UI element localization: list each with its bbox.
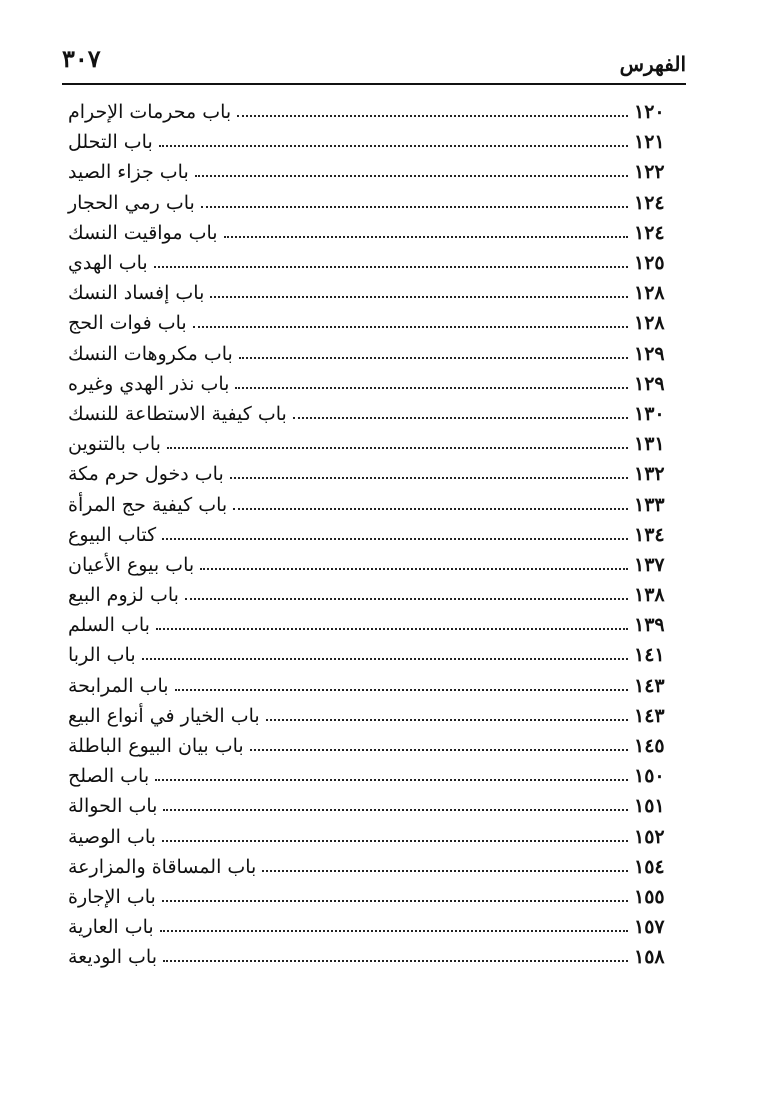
- toc-dot-leader: [160, 930, 628, 932]
- toc-entry-page-number: ١٥٨: [634, 946, 665, 969]
- toc-entry-page-number: ١٤٣: [634, 674, 665, 697]
- toc-entry-page-number: ١٢٩: [634, 372, 665, 395]
- toc-entry: [62, 761, 686, 791]
- toc-entry-title: باب السلم: [68, 614, 150, 637]
- toc-entry-title: باب جزاء الصيد: [68, 161, 189, 184]
- toc-entry: [62, 852, 686, 882]
- toc-entry: [62, 459, 686, 489]
- toc-entry: [62, 429, 686, 459]
- toc-entry-title: باب إفساد النسك: [68, 282, 205, 305]
- toc-dot-leader: [162, 538, 628, 540]
- toc-dot-leader: [159, 145, 628, 147]
- toc-entry-page-number: ١٣٠: [634, 402, 665, 425]
- toc-entry-title: باب لزوم البيع: [68, 584, 179, 607]
- toc-entry: [62, 188, 686, 218]
- toc-entry: [62, 671, 686, 701]
- toc-dot-leader: [185, 598, 628, 600]
- toc-entry-title: باب كيفية الاستطاعة للنسك: [68, 402, 287, 425]
- toc-entry-title: باب المرابحة: [68, 674, 169, 697]
- toc-entry-page-number: ١٢١: [634, 131, 665, 154]
- toc-dot-leader: [233, 508, 628, 510]
- toc-entry-page-number: ١٥١: [634, 795, 665, 818]
- toc-dot-leader: [162, 900, 628, 902]
- toc-dot-leader: [230, 477, 628, 479]
- toc-dot-leader: [162, 840, 628, 842]
- toc-entry: [62, 912, 686, 942]
- toc-entry: [62, 822, 686, 852]
- toc-entry-page-number: ١٢٨: [634, 282, 665, 305]
- toc-dot-leader: [155, 779, 628, 781]
- toc-entry-title: باب الصلح: [68, 765, 150, 788]
- toc-entry-page-number: ١٢٤: [634, 191, 665, 214]
- toc-dot-leader: [193, 326, 628, 328]
- toc-entry: [62, 550, 686, 580]
- toc-dot-leader: [266, 719, 628, 721]
- toc-entry-title: باب الوديعة: [68, 946, 157, 969]
- toc-entry-title: باب الخيار في أنواع البيع: [68, 704, 260, 727]
- toc-dot-leader: [195, 175, 628, 177]
- toc-entry-page-number: ١٣٧: [634, 553, 665, 576]
- toc-entry-page-number: ١٢٠: [634, 101, 665, 124]
- toc-dot-leader: [142, 658, 628, 660]
- toc-entry-page-number: ١٣٣: [634, 493, 665, 516]
- toc-entry-page-number: ١٥٥: [634, 885, 665, 908]
- toc-entry-title: باب دخول حرم مكة: [68, 463, 224, 486]
- toc-entry: [62, 731, 686, 761]
- toc-entry-page-number: ١٣٤: [634, 523, 665, 546]
- toc-entry-title: باب فوات الحج: [68, 312, 187, 335]
- toc-dot-leader: [154, 266, 628, 268]
- page-title: الفهرس: [619, 52, 686, 76]
- toc-entry: [62, 520, 686, 550]
- toc-entry-title: باب نذر الهدي وغيره: [68, 372, 230, 395]
- toc-entry-page-number: ١٥٢: [634, 825, 665, 848]
- toc-entry-page-number: ١٥٧: [634, 916, 665, 939]
- toc-entry: [62, 399, 686, 429]
- toc-entry-title: باب الهدي: [68, 252, 148, 275]
- toc-entry-title: باب رمي الحجار: [68, 191, 195, 214]
- toc-entry-page-number: ١٢٥: [634, 252, 665, 275]
- toc-dot-leader: [293, 417, 628, 419]
- toc-dot-leader: [210, 296, 628, 298]
- toc-entry-page-number: ١٢٨: [634, 312, 665, 335]
- toc-entry: [62, 339, 686, 369]
- toc-entry: [62, 218, 686, 248]
- toc-entry-title: باب مواقيت النسك: [68, 221, 218, 244]
- toc-entry-page-number: ١٣٨: [634, 584, 665, 607]
- toc-entry-page-number: ١٥٠: [634, 765, 665, 788]
- toc-dot-leader: [163, 960, 628, 962]
- toc-entry-title: باب بالتنوين: [68, 433, 161, 456]
- toc-dot-leader: [237, 115, 628, 117]
- toc-entry-title: باب محرمات الإحرام: [68, 101, 232, 124]
- toc-entry-page-number: ١٣٩: [634, 614, 665, 637]
- toc-entry-page-number: ١٥٤: [634, 855, 665, 878]
- toc-entry: [62, 882, 686, 912]
- page-number: ٣٠٧: [62, 44, 101, 73]
- header-divider: [62, 83, 686, 85]
- toc-entry: [62, 942, 686, 972]
- toc-entry-title: باب بيان البيوع الباطلة: [68, 735, 244, 758]
- toc-dot-leader: [201, 206, 628, 208]
- toc-entry-title: باب الإجارة: [68, 885, 156, 908]
- toc-entry: [62, 640, 686, 670]
- toc-entry-page-number: ١٤٥: [634, 735, 665, 758]
- toc-dot-leader: [200, 568, 628, 570]
- toc-dot-leader: [167, 447, 628, 449]
- toc-dot-leader: [156, 628, 628, 630]
- toc-entry-title: باب التحلل: [68, 131, 153, 154]
- toc-dot-leader: [224, 236, 628, 238]
- toc-entry-page-number: ١٤٣: [634, 704, 665, 727]
- toc-dot-leader: [239, 357, 628, 359]
- toc-dot-leader: [235, 387, 628, 389]
- toc-entry: [62, 248, 686, 278]
- toc-entry-title: باب العارية: [68, 916, 154, 939]
- toc-entry-title: باب مكروهات النسك: [68, 342, 233, 365]
- toc-entry-page-number: ١٢٩: [634, 342, 665, 365]
- toc-entry-page-number: ١٣١: [634, 433, 665, 456]
- toc-entry-title: باب بيوع الأعيان: [68, 553, 195, 576]
- toc-entry-title: كتاب البيوع: [68, 523, 157, 546]
- toc-entry-title: باب الحوالة: [68, 795, 158, 818]
- toc-entry-page-number: ١٢٤: [634, 221, 665, 244]
- toc-entry-page-number: ١٢٢: [634, 161, 665, 184]
- toc-dot-leader: [262, 870, 628, 872]
- toc-entry: [62, 157, 686, 187]
- toc-dot-leader: [175, 689, 628, 691]
- table-of-contents: [62, 97, 686, 972]
- toc-entry-title: باب المساقاة والمزارعة: [68, 855, 257, 878]
- toc-entry: [62, 580, 686, 610]
- toc-entry: [62, 489, 686, 519]
- toc-entry-title: باب الوصية: [68, 825, 156, 848]
- toc-entry-page-number: ١٣٢: [634, 463, 665, 486]
- toc-entry-title: باب الربا: [68, 644, 136, 667]
- toc-dot-leader: [250, 749, 628, 751]
- toc-entry-title: باب كيفية حج المرأة: [68, 493, 228, 516]
- toc-entry: [62, 278, 686, 308]
- page-header: [62, 38, 686, 78]
- toc-entry: [62, 308, 686, 338]
- toc-entry: [62, 701, 686, 731]
- toc-entry-page-number: ١٤١: [634, 644, 665, 667]
- toc-entry: [62, 369, 686, 399]
- toc-entry: [62, 127, 686, 157]
- toc-entry: [62, 610, 686, 640]
- toc-entry: [62, 97, 686, 127]
- toc-dot-leader: [163, 809, 628, 811]
- toc-entry: [62, 791, 686, 821]
